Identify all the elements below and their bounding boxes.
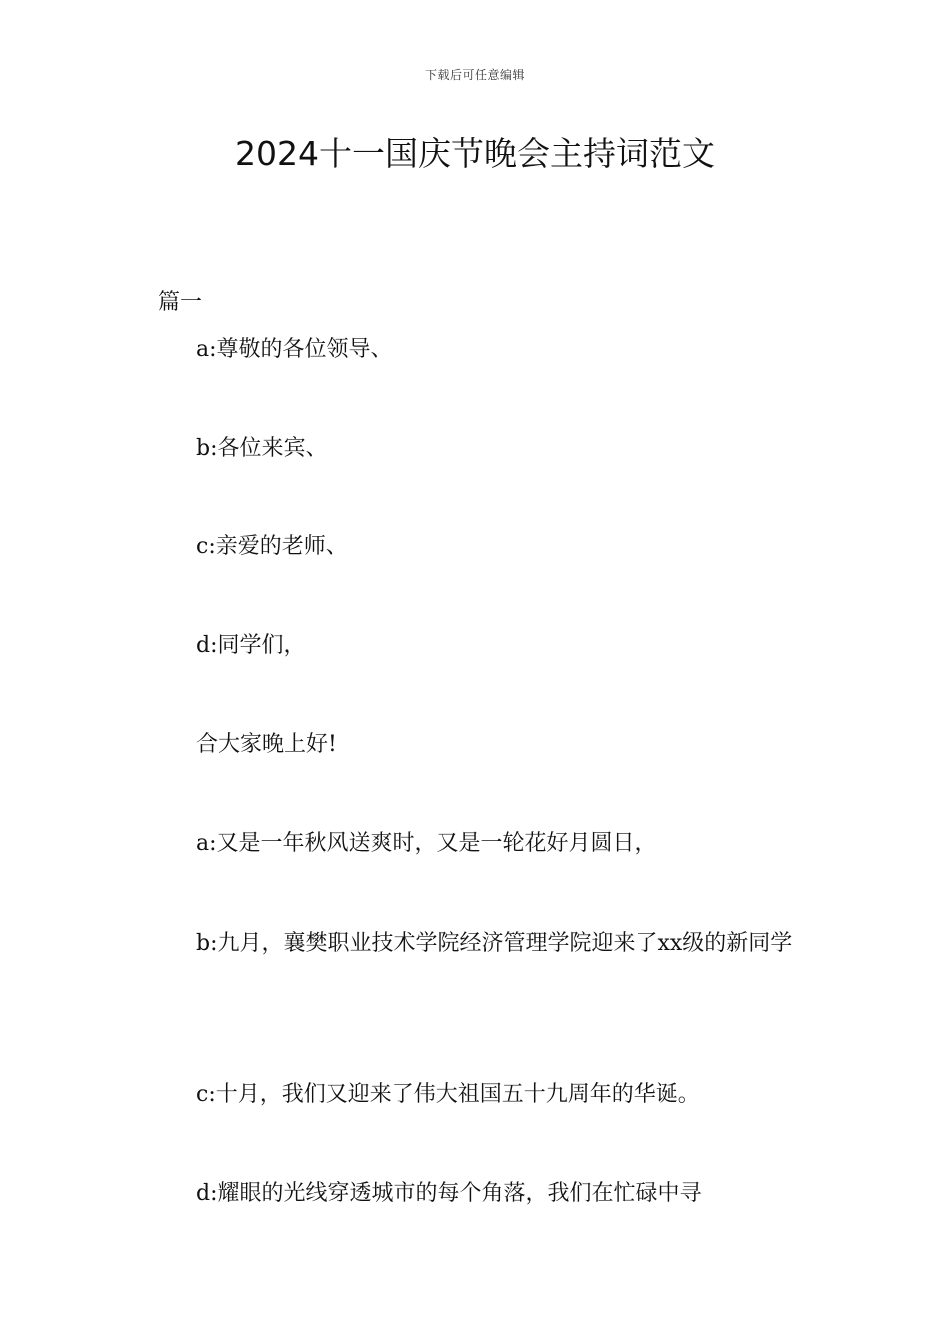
section-heading: 篇一 bbox=[158, 290, 203, 315]
paragraph: 合大家晚上好! bbox=[196, 732, 337, 757]
paragraph: b:各位来宾、 bbox=[196, 436, 328, 461]
document-title: 2024十一国庆节晚会主持词范文 bbox=[235, 134, 715, 173]
paragraph: d:同学们， bbox=[196, 633, 306, 658]
header-note: 下载后可任意编辑 bbox=[424, 68, 525, 82]
paragraph: d:耀眼的光线穿透城市的每个角落，我们在忙碌中寻 bbox=[196, 1181, 702, 1206]
paragraph: a:又是一年秋风送爽时，又是一轮花好月圆日， bbox=[196, 831, 657, 856]
paragraph: b:九月，襄樊职业技术学院经济管理学院迎来了xx级的新同学 bbox=[196, 931, 793, 956]
paragraph: c:亲爱的老师、 bbox=[196, 534, 348, 559]
paragraph: a:尊敬的各位领导、 bbox=[196, 337, 393, 362]
paragraph: c:十月，我们又迎来了伟大祖国五十九周年的华诞。 bbox=[196, 1082, 700, 1107]
